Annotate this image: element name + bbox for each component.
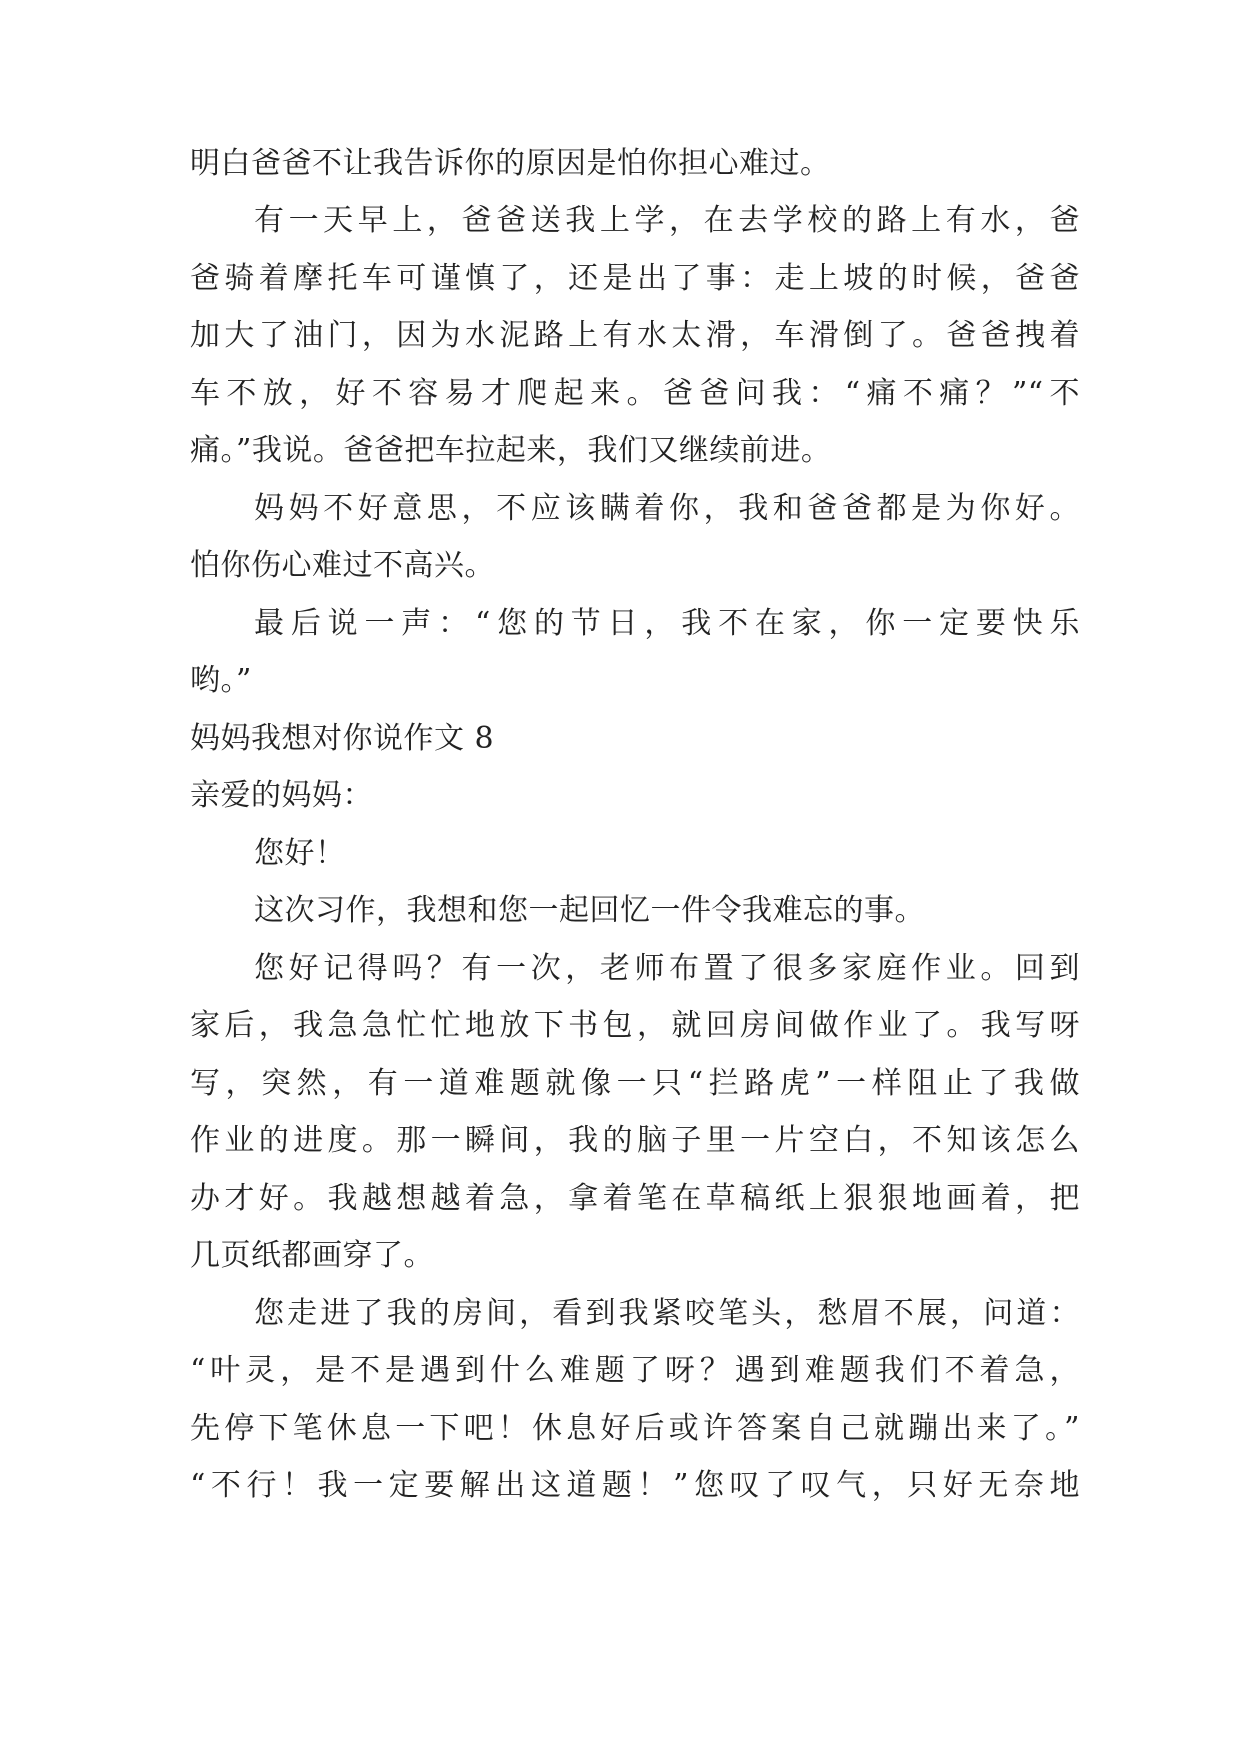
text-line: 几页纸都画穿了。 [190, 1238, 434, 1273]
greeting: 您好！ [254, 836, 346, 871]
text-line: 痛。”我说。爸爸把车拉起来，我们又继续前进。 [190, 433, 832, 468]
text-line: 您走进了我的房间，看到我紧咬笔头，愁眉不展，问道： [254, 1296, 1080, 1331]
text-line: 明白爸爸不让我告诉你的原因是怕你担心难过。 [190, 146, 831, 181]
text-line: 您好记得吗？有一次，老师布置了很多家庭作业。回到 [254, 951, 1080, 986]
text-line: 车不放，好不容易才爬起来。爸爸问我：“痛不痛？”“不 [190, 376, 1080, 411]
salutation: 亲爱的妈妈： [190, 778, 373, 813]
text-line: 家后，我急急忙忙地放下书包，就回房间做作业了。我写呀 [190, 1008, 1080, 1043]
section-title: 妈妈我想对你说作文 8 [190, 721, 495, 756]
text-line: 爸骑着摩托车可谨慎了，还是出了事：走上坡的时候，爸爸 [190, 261, 1080, 296]
text-line: 哟。” [190, 663, 252, 698]
text-line: “不行！我一定要解出这道题！”您叹了叹气，只好无奈地 [190, 1468, 1080, 1503]
text-line: 作业的进度。那一瞬间，我的脑子里一片空白，不知该怎么 [190, 1123, 1080, 1158]
text-line: 办才好。我越想越着急，拿着笔在草稿纸上狠狠地画着，把 [190, 1181, 1080, 1216]
text-line: 怕你伤心难过不高兴。 [190, 548, 495, 583]
text-line: 最后说一声：“您的节日，我不在家，你一定要快乐 [254, 606, 1080, 641]
text-line: 加大了油门，因为水泥路上有水太滑，车滑倒了。爸爸拽着 [190, 318, 1080, 353]
text-line: 写，突然，有一道难题就像一只“拦路虎”一样阻止了我做 [190, 1066, 1080, 1101]
text-line: “叶灵，是不是遇到什么难题了呀？遇到难题我们不着急， [190, 1353, 1080, 1388]
text-line: 先停下笔休息一下吧！休息好后或许答案自己就蹦出来了。” [190, 1411, 1080, 1446]
text-line: 有一天早上，爸爸送我上学，在去学校的路上有水，爸 [254, 203, 1080, 238]
text-line: 这次习作，我想和您一起回忆一件令我难忘的事。 [254, 893, 925, 928]
text-line: 妈妈不好意思，不应该瞒着你，我和爸爸都是为你好。 [254, 491, 1080, 526]
